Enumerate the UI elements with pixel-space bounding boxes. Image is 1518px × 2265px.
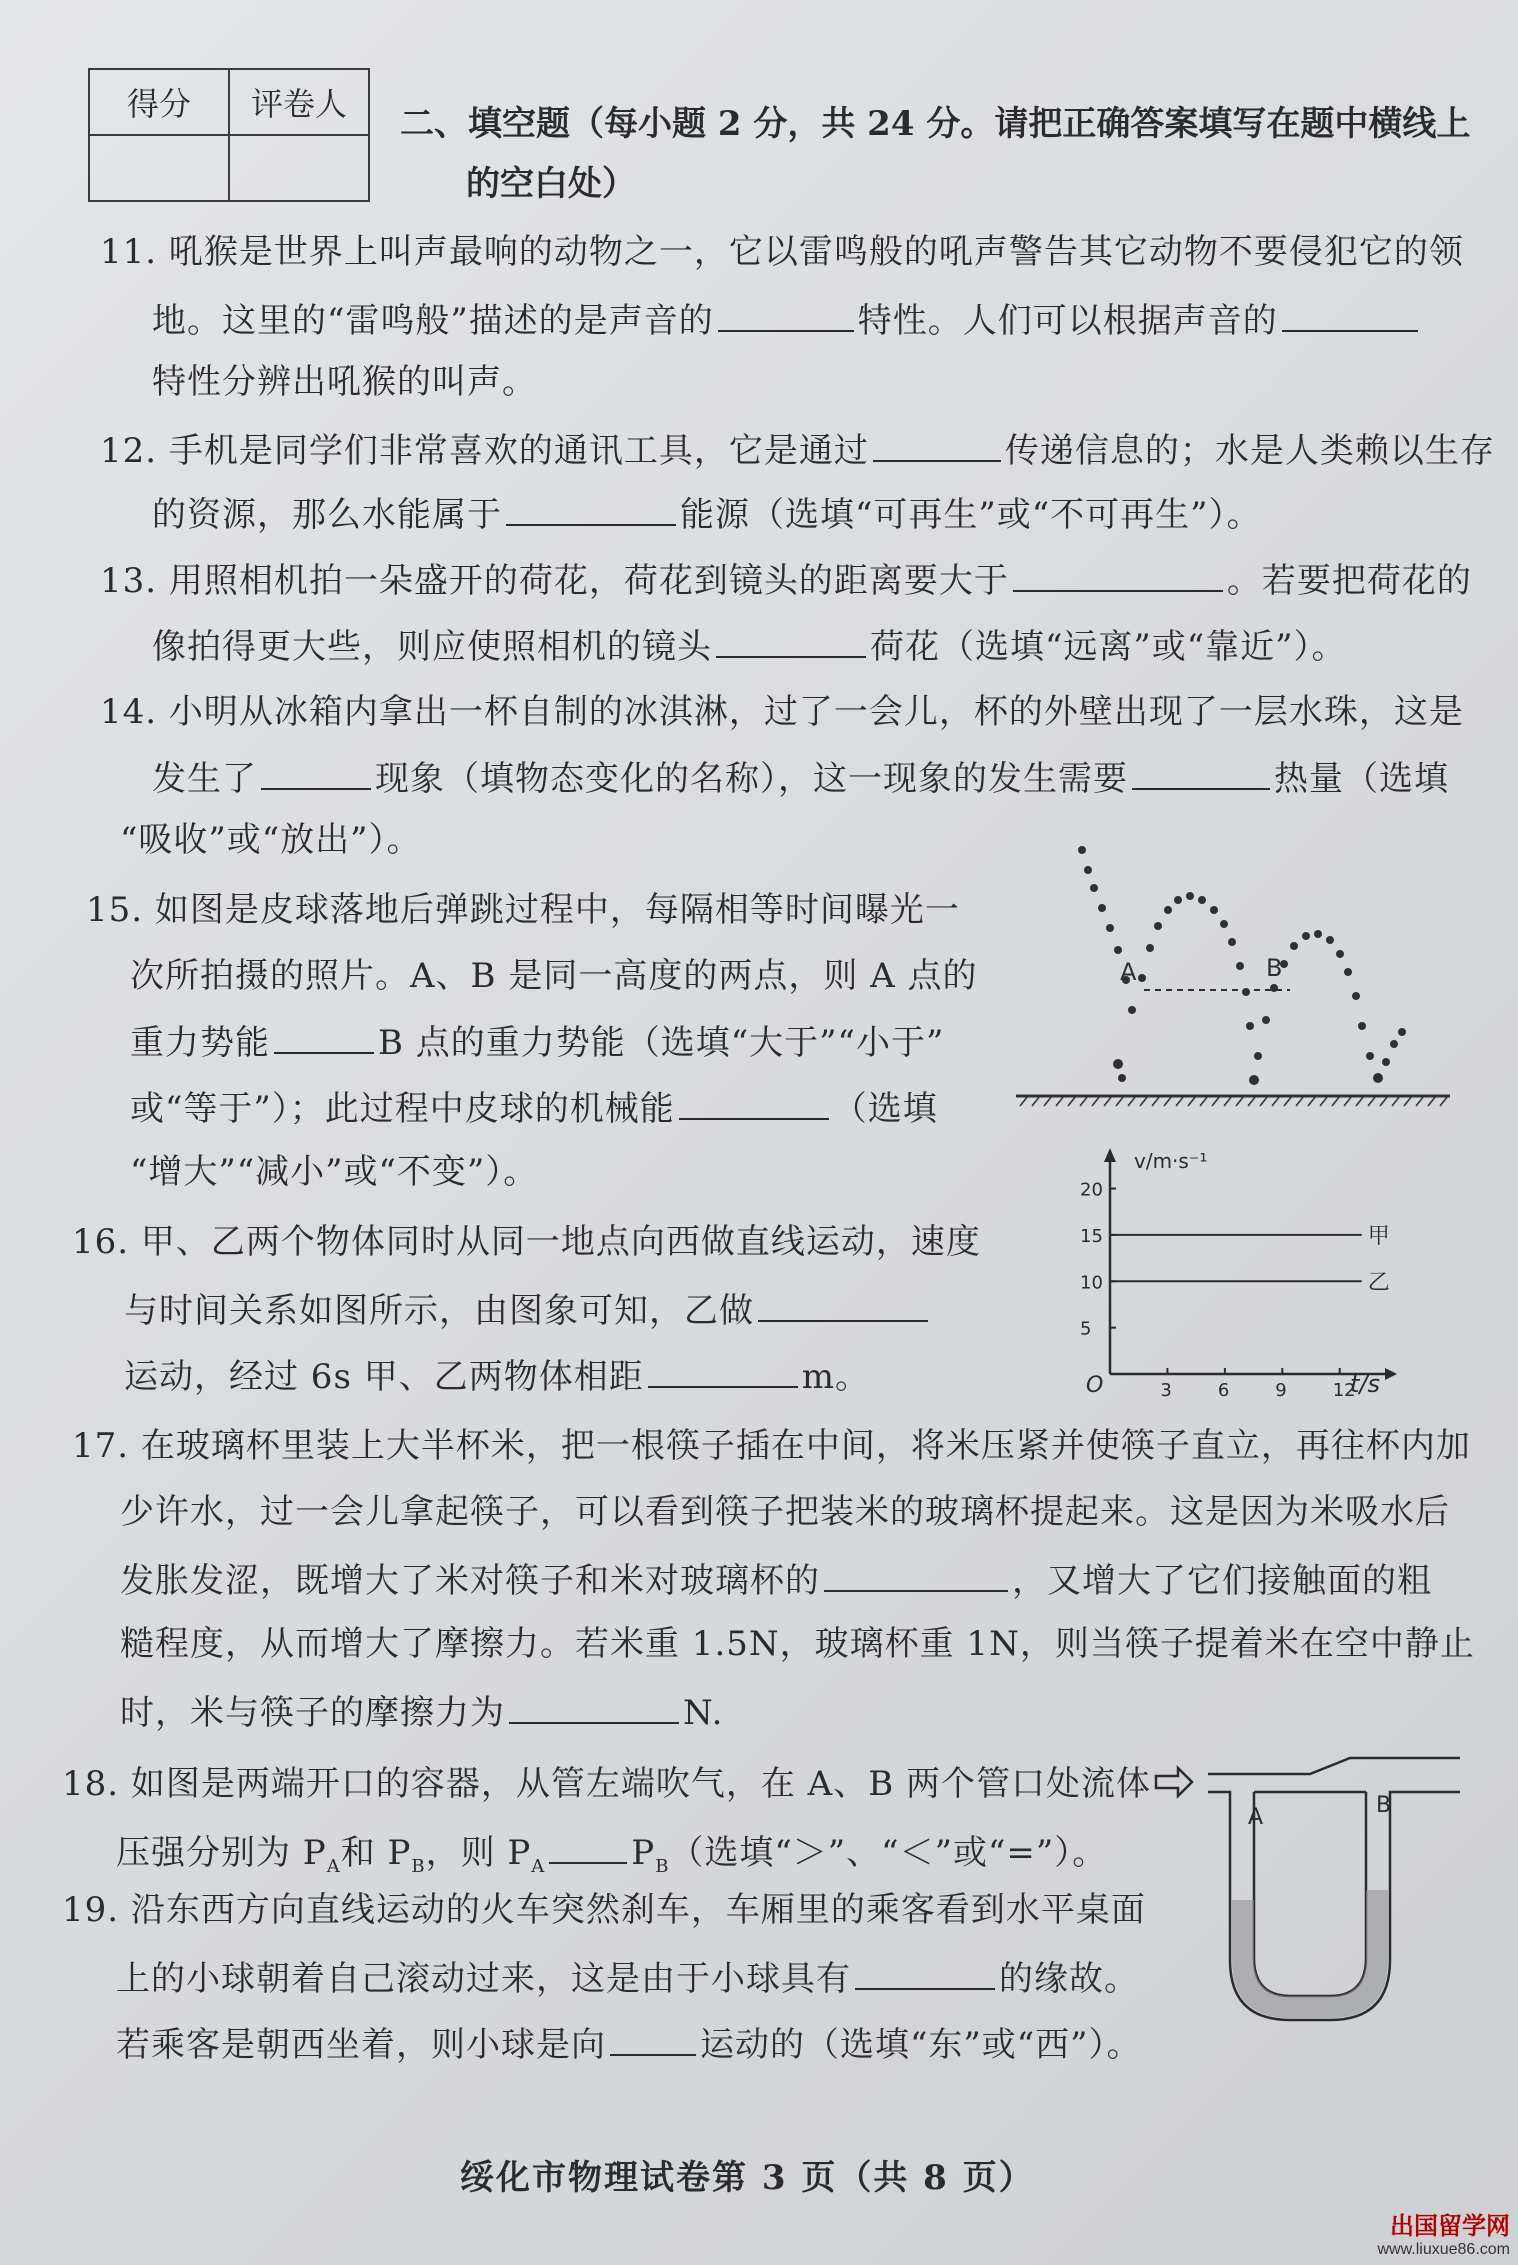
q11-line2: 地。这里的“雷鸣般”描述的是声音的 特性。人们可以根据声音的 <box>152 294 1422 345</box>
q11-blank-2[interactable] <box>1282 294 1418 332</box>
score-cell[interactable] <box>89 135 229 201</box>
velocity-time-chart <box>1060 1140 1400 1400</box>
q12-blank-2[interactable] <box>506 488 676 526</box>
y-axis-label: v/m·s⁻¹ <box>1134 1149 1208 1173</box>
watermark-brand: 出国留学网 <box>1390 2213 1510 2240</box>
x-tick-label: 9 <box>1275 1380 1287 1400</box>
x-axis-label: t/s <box>1350 1370 1380 1398</box>
q14-blank-2[interactable] <box>1132 752 1270 790</box>
q12-line2: 的资源，那么水能属于 能源（选填“可再生”或“不可再生”）。 <box>152 488 1262 539</box>
q14-line1: 14. 小明从冰箱内拿出一杯自制的冰淇淋，过了一会儿，杯的外壁出现了一层水珠，这是 <box>100 692 1464 732</box>
q15-blank-2[interactable] <box>679 1082 829 1120</box>
section-title-cont: 的空白处） <box>466 164 636 204</box>
q17-blank-2[interactable] <box>509 1686 679 1724</box>
y-axis-arrow <box>1104 1148 1116 1162</box>
blow-arrow-icon <box>1156 1768 1192 1796</box>
site-watermark <box>1378 2206 1511 2259</box>
q16-blank-1[interactable] <box>758 1284 928 1322</box>
x-tick-label: 6 <box>1217 1380 1230 1400</box>
section-title: 二、填空题（每小题 2 分，共 24 分。请把正确答案填写在题中横线上 <box>400 104 1471 144</box>
q18-line2: 压强分别为 $P_A$和 $P_B$，则 $P_A$ $P_B$（选填“＞”、“＜”或“=”）。 <box>116 1826 1107 1891</box>
y-tick-label: 20 <box>1080 1179 1103 1201</box>
q12-line1: 12. 手机是同学们非常喜欢的通讯工具，它是通过 传递信息的；水是人类赖以生存 <box>100 424 1495 475</box>
bouncing-ball-figure <box>1010 830 1460 1120</box>
q18-line1: 18. 如图是两端开口的容器，从管左端吹气，在 A、B 两个管口处流体 <box>62 1764 1152 1804</box>
fig18-label-b: B <box>1376 1793 1392 1818</box>
q11-blank-1[interactable] <box>718 294 854 332</box>
x-tick-label: 12 <box>1332 1380 1356 1400</box>
q17-line5: 时，米与筷子的摩擦力为 N. <box>120 1686 723 1737</box>
x-axis-arrow <box>1385 1368 1397 1380</box>
chart-ticks <box>1080 1180 1356 1400</box>
q14-blank-1[interactable] <box>261 752 371 790</box>
y-tick-label: 10 <box>1080 1272 1103 1294</box>
q14-line2: 发生了 现象（填物态变化的名称），这一现象的发生需要 热量（选填 <box>152 752 1449 803</box>
q16-blank-2[interactable] <box>648 1350 798 1388</box>
q17-line1: 17. 在玻璃杯里装上大半杯米，把一根筷子插在中间，将米压紧并使筷子直立，再往杯内加 <box>72 1426 1471 1466</box>
watermark-url: www.liuxue86.com <box>1377 2241 1510 2258</box>
u-tube-figure <box>1150 1740 1470 2040</box>
q11-line1: 11. 吼猴是世界上叫声最响的动物之一，它以雷鸣般的吼声警告其它动物不要侵犯它的领 <box>100 232 1464 272</box>
q17-blank-1[interactable] <box>824 1554 1008 1592</box>
fig15-label-b: B <box>1266 954 1283 982</box>
q12-blank-1[interactable] <box>873 424 1001 462</box>
q16-line3: 运动，经过 6s 甲、乙两物体相距 m。 <box>124 1350 870 1401</box>
q19-blank-2[interactable] <box>610 2018 696 2056</box>
u-tube-liquid <box>1232 1890 1388 2018</box>
score-table <box>88 68 370 202</box>
q13-blank-1[interactable] <box>1013 554 1223 592</box>
q16-line1: 16. 甲、乙两个物体同时从同一地点向西做直线运动，速度 <box>72 1222 981 1262</box>
q17-line2: 少许水，过一会儿拿起筷子，可以看到筷子把装米的玻璃杯提起来。这是因为米吸水后 <box>120 1492 1450 1532</box>
q11-line3: 特性分辨出吼猴的叫声。 <box>152 362 537 402</box>
grader-label: 评卷人 <box>229 69 369 135</box>
q15-blank-1[interactable] <box>274 1016 374 1054</box>
q19-line2: 上的小球朝着自己滚动过来，这是由于小球具有 的缘故。 <box>116 1952 1139 2003</box>
grader-cell[interactable] <box>229 135 369 201</box>
score-label: 得分 <box>89 69 229 135</box>
q15-line1: 15. 如图是皮球落地后弹跳过程中，每隔相等时间曝光一 <box>86 890 960 930</box>
q15-line4: 或“等于”）；此过程中皮球的机械能 （选填 <box>130 1082 938 1133</box>
q19-blank-1[interactable] <box>855 1952 995 1990</box>
y-tick-label: 15 <box>1080 1225 1103 1247</box>
q17-line3: 发胀发涩，既增大了米对筷子和米对玻璃杯的 ，又增大了它们接触面的粗 <box>120 1554 1432 1605</box>
x-tick-label: 3 <box>1160 1380 1172 1400</box>
q17-line4: 糙程度，从而增大了摩擦力。若米重 1.5N，玻璃杯重 1N，则当筷子提着米在空中静止 <box>120 1624 1475 1664</box>
q15-line5: “增大”“减小”或“不变”）。 <box>130 1152 539 1192</box>
page-footer: 绥化市物理试卷第 3 页（共 8 页） <box>460 2158 1035 2198</box>
q13-line2: 像拍得更大些，则应使照相机的镜头 荷花（选填“远离”或“靠近”）。 <box>152 620 1347 671</box>
q18-blank[interactable] <box>549 1826 627 1864</box>
y-tick-label: 5 <box>1080 1318 1092 1340</box>
series-label: 乙 <box>1367 1270 1390 1296</box>
fig15-label-a: A <box>1120 958 1137 986</box>
series-label: 甲 <box>1367 1223 1390 1249</box>
q19-line3: 若乘客是朝西坐着，则小球是向 运动的（选填“东”或“西”）。 <box>116 2018 1142 2069</box>
q14-line3: “吸收”或“放出”）。 <box>120 820 422 860</box>
q13-line1: 13. 用照相机拍一朵盛开的荷花，荷花到镜头的距离要大于 。若要把荷花的 <box>100 554 1472 605</box>
fig18-label-a: A <box>1248 1805 1264 1830</box>
q15-line3: 重力势能 B 点的重力势能（选填“大于”“小于” <box>130 1016 944 1067</box>
q13-blank-2[interactable] <box>716 620 866 658</box>
origin-label: O <box>1086 1373 1104 1398</box>
chart-series <box>1110 1224 1390 1295</box>
q19-line1: 19. 沿东西方向直线运动的火车突然刹车，车厢里的乘客看到水平桌面 <box>62 1890 1146 1930</box>
q16-line2: 与时间关系如图所示，由图象可知，乙做 <box>124 1284 932 1335</box>
q15-line2: 次所拍摄的照片。A、B 是同一高度的两点，则 A 点的 <box>130 956 978 996</box>
